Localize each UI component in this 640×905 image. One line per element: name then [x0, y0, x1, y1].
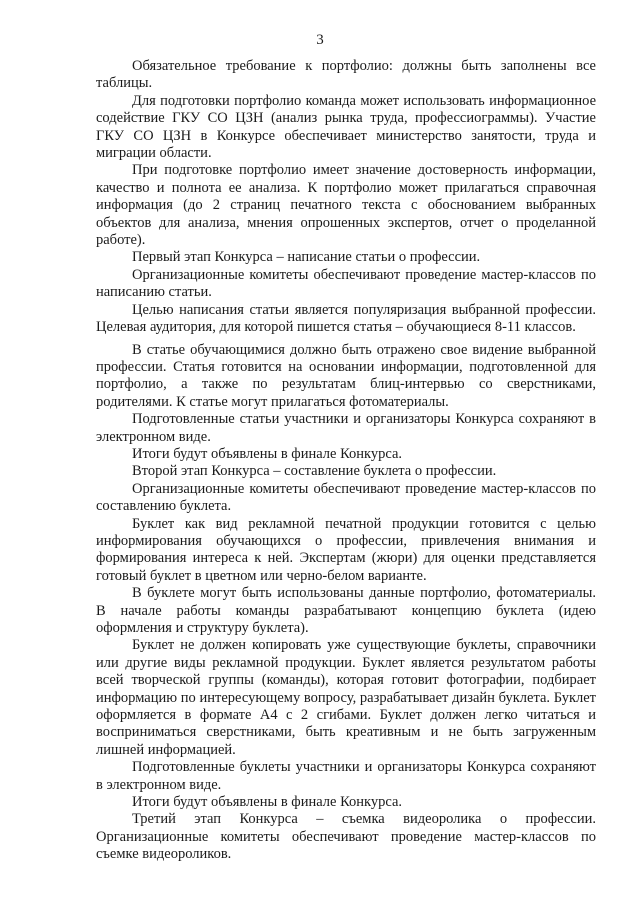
paragraph-stage-two-results: Итоги будут объявлены в финале Конкурса.: [132, 794, 403, 811]
document-body: [96, 58, 596, 864]
paragraph-booklet-requirements: Буклет не должен копировать уже существующие буклеты, справочники или другие виды рекламной продукции. Буклет является результатом работы всей творческой группы (команды), которая готовит фотографии, подбирает информацию по интересующему вопросу, разрабатывает дизайн буклета. Буклет оформляется в формате А4 с 2 сгибами. Буклет должен легко читаться и восприниматься сверстниками, быть креативным и не быть загруженным лишней информацией.: [96, 637, 596, 758]
page-number: 3: [316, 32, 324, 48]
paragraph-portfolio-support: Для подготовки портфолио команда может использовать информационное содействие ГКУ СО ЦЗН (анализ рынка труда, профессиограммы). Участие ГКУ СО ЦЗН в Конкурсе обеспечивает министерство занятости, труда и миграции области.: [96, 92, 596, 162]
paragraph-stage-one-results: Итоги будут объявлены в финале Конкурса.: [132, 445, 403, 462]
paragraph-stage-two-masterclass: Организационные комитеты обеспечивают проведение мастер-классов по составлению буклета.: [96, 480, 596, 515]
paragraph-article-content: В статье обучающимися должно быть отражено свое видение выбранной профессии. Статья готовится на основании информации, подготовленной для портфолио, а также по результатам блиц-интервью со сверстниками, родителями. К статье могут прилагаться фотоматериалы.: [96, 341, 596, 410]
paragraph-booklet-saving: Подготовленные буклеты участники и организаторы Конкурса сохраняют в электронном виде.: [96, 759, 596, 793]
paragraph-article-saving: Подготовленные статьи участники и организаторы Конкурса сохраняют в электронном виде.: [96, 411, 596, 445]
paragraph-article-goal: Целью написания статьи является популяризация выбранной профессии. Целевая аудитория, для которой пишется статья – обучающиеся 8-11 классов.: [96, 301, 596, 336]
paragraph-portfolio-requirement: Обязательное требование к портфолио: должны быть заполнены все таблицы.: [96, 58, 596, 92]
paragraph-booklet-purpose: Буклет как вид рекламной печатной продукции готовится с целью информирования обучающихся о профессии, привлечения внимания и формирования интереса к ней. Экспертам (жюри) для оценки представляется готовый буклет в цветном или черно-белом варианте.: [96, 515, 596, 584]
paragraph-portfolio-quality: При подготовке портфолио имеет значение достоверность информации, качество и полнота ее анализа. К портфолио может прилагаться справочная информация (до 2 страниц печатного текста с обоснованием выбранных объектов для анализа, мнения опрошенных экспертов, отчет о проделанной работе).: [96, 162, 596, 249]
paragraph-stage-three: Третий этап Конкурса – съемка видеоролика о профессии. Организационные комитеты обеспечивают проведение мастер-классов по съемке видеороликов.: [96, 811, 596, 863]
paragraph-stage-two-title: Второй этап Конкурса – составление буклета о профессии.: [132, 463, 497, 480]
paragraph-stage-one-masterclass: Организационные комитеты обеспечивают проведение мастер-классов по написанию статьи.: [96, 266, 596, 301]
paragraph-booklet-concept: В буклете могут быть использованы данные портфолио, фотоматериалы. В начале работы команды разрабатывают концепцию буклета (идею оформления и структуру буклета).: [96, 585, 596, 636]
paragraph-stage-one-title: Первый этап Конкурса – написание статьи о профессии.: [132, 249, 481, 266]
